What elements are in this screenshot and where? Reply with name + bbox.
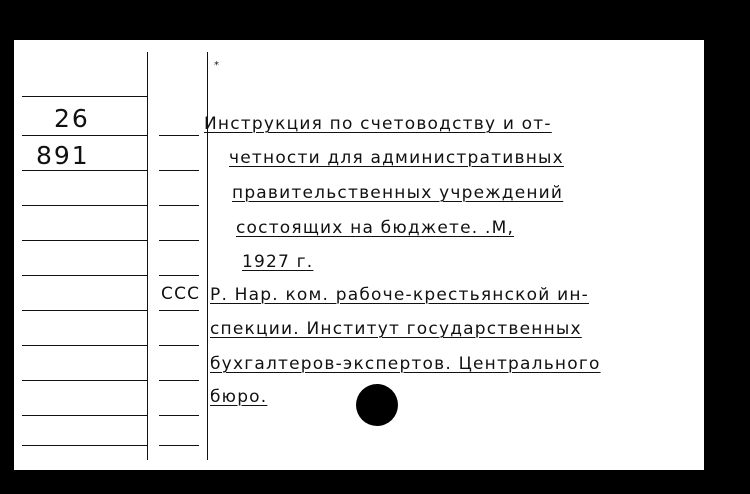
entry-line-1: Инструкция по счетоводству и от- (204, 114, 552, 134)
ruled-line (22, 170, 147, 171)
ruled-dash (159, 310, 199, 311)
ruled-line (22, 380, 147, 381)
entry-line-2: четности для административных (229, 148, 564, 168)
ruled-dash (159, 205, 199, 206)
ruled-line (22, 345, 147, 346)
ruled-line (22, 310, 147, 311)
ruled-dash (159, 275, 199, 276)
margin-mark: ССС (161, 284, 201, 304)
ruled-line (22, 205, 147, 206)
entry-line-7: спекции. Институт государственных (210, 319, 582, 339)
call-number-top: 26 (54, 104, 90, 133)
ruled-dash (159, 445, 199, 446)
entry-line-9: бюро. (210, 387, 268, 407)
ruled-dash (159, 345, 199, 346)
punch-hole (356, 384, 398, 426)
ruled-dash (159, 380, 199, 381)
ruled-line (22, 240, 147, 241)
entry-line-6: Р. Нар. ком. рабоче-крестьянской ин- (210, 285, 589, 305)
ruled-line (22, 96, 147, 97)
catalog-card (14, 40, 704, 470)
entry-line-5: 1927 г. (242, 252, 314, 272)
ruled-dash (159, 135, 199, 136)
entry-line-3: правительственных учреждений (232, 183, 564, 203)
ruled-line (22, 415, 147, 416)
entry-line-4: состоящих на бюджете. .М, (236, 218, 515, 238)
ruled-dash (159, 415, 199, 416)
entry-line-8: бухгалтеров-экспертов. Центрального (210, 354, 601, 374)
call-number-bottom: 891 (36, 141, 90, 170)
ruled-line (22, 135, 147, 136)
column-rule (147, 52, 148, 460)
ruled-dash (159, 240, 199, 241)
ruled-line (22, 275, 147, 276)
ruled-line (22, 445, 147, 446)
star-mark: * (214, 60, 221, 71)
ruled-dash (159, 170, 199, 171)
